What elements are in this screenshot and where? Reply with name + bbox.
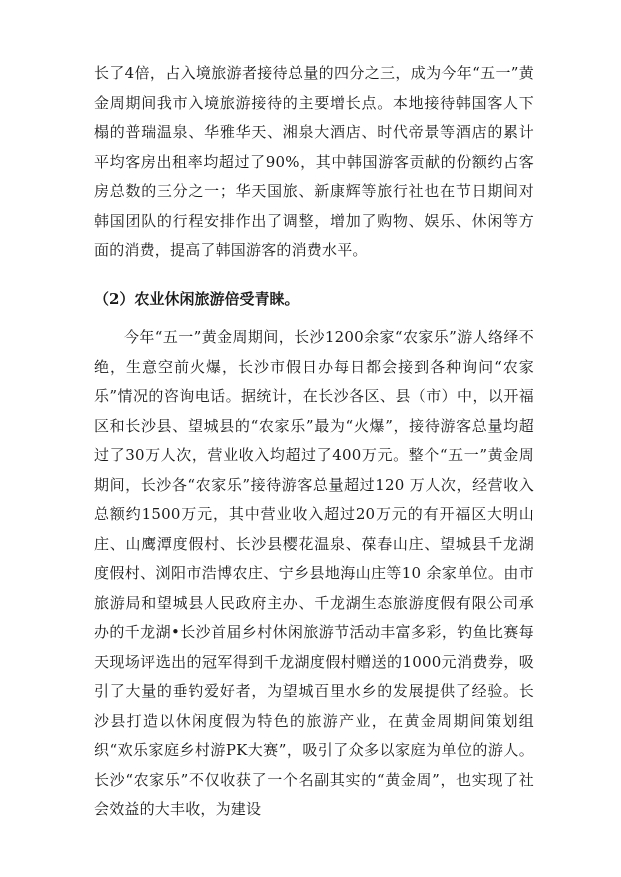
section-heading-agri-tourism: （2）农业休闲旅游倍受青睐。 (94, 290, 300, 308)
body-paragraph-inbound-tourism: 长了4倍，占入境旅游者接待总量的四分之三，成为今年“五一”黄金周期间我市入境旅游接待的主要增长点。本地接待韩国客人下榻的普瑞温泉、华雅华天、湘泉大酒店、时代帝景等酒店的累计平均客房出租率均超过了90%，其中韩国游客贡献的份额约占客房总数的三分之一；华天国旅、新康辉等旅行社也在节日期间对韩国团队的行程安排作出了调整，增加了购物、娱乐、休闲等方面的消费，提高了韩国游客的消费水平。 (94, 64, 534, 259)
body-paragraph-farm-stay: 今年“五一”黄金周期间，长沙1200余家“农家乐”游人络绎不绝，生意空前火爆，长沙市假日办每日都会接到各种询问“农家乐”情况的咨询电话。据统计，在长沙各区、县（市）中，以开福区和长沙县、望城县的“农家乐”最为“火爆”，接待游客总量均超过了30万人次，营业收入均超过了400万元。整个“五一”黄金周期间，长沙各“农家乐”接待游客总量超过120 万人次，经营收入总额约1500万元，其中营业收入超过20万元的有开福区大明山庄、山鹰潭度假村、长沙县樱花温泉、葆春山庄、望城县千龙湖度假村、浏阳市浩博农庄、宁乡县地海山庄等10 余家单位。由市旅游局和望城县人民政府主办、千龙湖生态旅游度假有限公司承办的千龙湖•长沙首届乡村休闲旅游节活动丰富多彩，钓鱼比赛每天现场评选出的冠军得到千龙湖度假村赠送的1000元消费券，吸引了大量的垂钓爱好者，为望城百里水乡的发展提供了经验。长沙县打造以休闲度假为特色的旅游产业，在黄金周期间策划组织“欢乐家庭乡村游PK大赛”，吸引了众多以家庭为单位的游人。长沙“农家乐”不仅收获了一个名副其实的“黄金周”，也实现了社会效益的大丰收，为建设 (94, 328, 534, 818)
